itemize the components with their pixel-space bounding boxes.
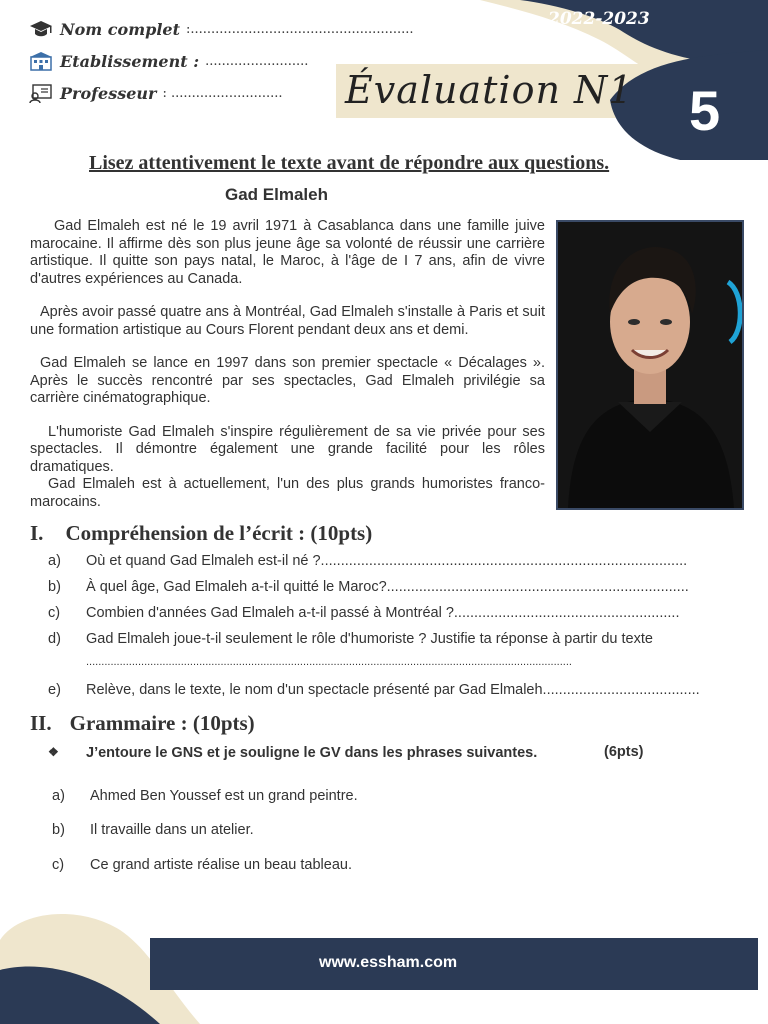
grammar-sentence-b: b) Il travaille dans un atelier. xyxy=(52,822,254,838)
paragraph-5: Gad Elmaleh est à actuellement, l'un des plus grands humoristes franco-marocains. xyxy=(30,476,545,510)
grammar-points: (6pts) xyxy=(604,744,644,760)
grammar-sentence-a: a) Ahmed Ben Youssef est un grand peintre. xyxy=(52,788,358,804)
question-a: a) Où et quand Gad Elmaleh est-il né ?........................................................................................... xyxy=(48,553,688,569)
question-b: b) À quel âge, Gad Elmaleh a-t-il quitté le Maroc?........................................................................... xyxy=(48,579,689,595)
question-e: e) Relève, dans le texte, le nom d'un spectacle présenté par Gad Elmaleh....................................... xyxy=(48,682,700,698)
school-dots: ......................... xyxy=(205,53,309,69)
paragraph-3: Gad Elmaleh se lance en 1997 dans son premier spectacle « Décalages ». Après le succès rencontré par ses spectacles, Gad Elmaleh privilégie sa carrière cinématographique. xyxy=(30,355,545,406)
grammar-instruction: ❖ J’entoure le GNS et je souligne le GV dans les phrases suivantes. xyxy=(48,745,538,761)
footer-website: www.essham.com xyxy=(319,954,458,971)
paragraph-1: Gad Elmaleh est né le 19 avril 1971 à Casablanca dans une famille juive marocaine. Il affirme dès son plus jeune âge sa volonté de réussir une carrière artistique. Il quitte son pays natal, le Maroc, à l'âge de I 7 ans, afin de vivre d'autres expériences au Canada. xyxy=(30,218,545,287)
question-c: c) Combien d'années Gad Elmaleh a-t-il passé à Montréal ?........................................................ xyxy=(48,605,680,621)
name-dots: :...................................................... xyxy=(185,21,414,37)
name-field xyxy=(28,18,414,40)
question-d: d) Gad Elmaleh joue-t-il seulement le rôle d'humoriste ? Justifie ta réponse à partir du texte xyxy=(48,631,653,647)
building-icon xyxy=(28,50,54,72)
section-comprehension-heading: I. Compréhension de l’écrit : (10pts) xyxy=(30,521,373,545)
level-number: 5 xyxy=(689,79,721,142)
school-label: Etablissement : xyxy=(60,51,200,71)
school-field xyxy=(28,50,308,72)
grammar-sentence-c: c) Ce grand artiste réalise un beau tableau. xyxy=(52,857,352,873)
teacher-field xyxy=(28,82,283,104)
graduation-cap-icon xyxy=(28,18,54,40)
teacher-dots: : ........................... xyxy=(162,85,283,101)
evaluation-title: Évaluation N1 xyxy=(345,68,634,112)
text-title: Gad Elmaleh xyxy=(225,185,328,204)
reading-text xyxy=(30,218,545,511)
diamond-bullet-icon: ❖ xyxy=(48,745,59,759)
section-grammar-heading: II. Grammaire : (10pts) xyxy=(30,711,255,735)
reading-instruction: Lisez attentivement le texte avant de répondre aux questions. xyxy=(89,152,610,174)
answer-line-d: ............................................................................................................................................................... xyxy=(86,656,572,668)
paragraph-2: Après avoir passé quatre ans à Montréal, Gad Elmaleh s'installe à Paris et suit une formation artistique au Cours Florent pendant deux ans et demi. xyxy=(30,304,545,338)
name-label: Nom complet xyxy=(60,19,180,39)
teacher-icon xyxy=(28,82,54,104)
paragraph-4: L'humoriste Gad Elmaleh s'inspire régulièrement de sa vie privée pour ses spectacles. Il démontre également une grande facilité pour les rôles dramatiques. xyxy=(30,423,545,475)
teacher-label: Professeur xyxy=(60,83,157,103)
portrait-photo xyxy=(556,220,744,510)
school-year: 2022-2023 xyxy=(548,9,650,29)
